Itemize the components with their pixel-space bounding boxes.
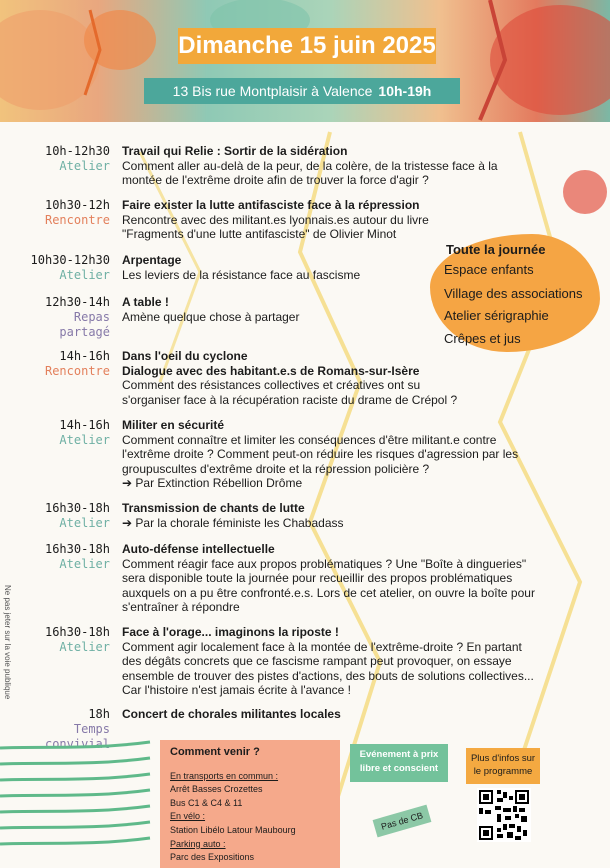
all-day-item: Village des associations (444, 286, 583, 301)
parking-line: Parc des Expositions (170, 852, 255, 863)
transit-line: Arrêt Basses Crozettes (170, 784, 263, 795)
time-label: 16h30-18h (44, 501, 110, 515)
session-content (122, 295, 567, 324)
event-address (144, 78, 460, 104)
time-label: 16h30-18h (44, 625, 110, 639)
session-content (122, 707, 567, 722)
more-info-line: Plus d'infos sur (470, 753, 536, 764)
session-content (122, 501, 567, 530)
category-label: Atelier (59, 557, 110, 571)
session-description-line: Car l'histoire n'est jamais écrite à l'avance ! (122, 683, 351, 698)
event-date: Dimanche 15 juin 2025 (178, 28, 436, 64)
session-description-line: Rencontre avec des militant.es lyonnais.es autour du livre (122, 212, 429, 227)
side-note: Ne pas jeter sur la voie publique (3, 585, 12, 700)
session-description-line: Comment agir localement face à la montée de l'extrême-droite ? En partant (122, 639, 522, 654)
session-content (122, 144, 567, 188)
all-day-item: Crêpes et jus (444, 331, 521, 346)
session-content (122, 349, 567, 407)
session-title: Militer en sécurité (122, 418, 225, 432)
session-description-line: ensemble de trouver des pistes d'actions, des bouts de solutions collectives... (122, 668, 534, 683)
session-description-line: sera disponible toute la journée pour recueillir des propos problématiques (122, 571, 513, 586)
session-title: Transmission de chants de lutte (122, 501, 305, 515)
directions-box (160, 740, 340, 868)
time-label: 16h30-18h (44, 542, 110, 556)
time-block (30, 501, 110, 531)
all-day-item: Espace enfants (444, 262, 534, 277)
time-block (30, 542, 110, 572)
session-description-line: Amène quelque chose à partager (122, 309, 300, 324)
session-content (122, 625, 567, 698)
session-description-line: l'extrême droite ? Comment peut-on réduire les risques d'agression par les (122, 447, 519, 462)
session-description-line: "Fragments d'une lutte antifasciste" de Olivier Minot (122, 227, 397, 242)
session-title: Arpentage (122, 253, 182, 267)
all-day-item: Atelier sérigraphie (444, 308, 549, 323)
event-hours: 10h-19h (378, 83, 432, 99)
transit-label: En transports en commun : (170, 770, 279, 781)
session-title: Dans l'oeil du cyclone (122, 349, 248, 363)
session-description-line: Comment aller au-delà de la peur, de la colère, de la tristesse face à la (122, 158, 498, 173)
category-label: Rencontre (44, 364, 110, 378)
session-description-line: Comment connaître et limiter les conséquences d'être militant.e contre (122, 432, 497, 447)
time-block (30, 295, 110, 340)
category-label: Temps convivial (44, 722, 110, 751)
session-title: Travail qui Relie : Sortir de la sidération (122, 144, 348, 158)
category-label: Rencontre (44, 213, 110, 227)
session-content (122, 253, 567, 282)
time-label: 18h (88, 707, 110, 721)
session-content (122, 198, 567, 242)
time-label: 12h30-14h (44, 295, 110, 309)
category-label: Atelier (59, 640, 110, 654)
bike-line: Station Libélo Latour Maubourg (170, 824, 296, 835)
time-label: 10h30-12h30 (30, 253, 110, 267)
parking-label: Parking auto : (170, 838, 226, 849)
time-block (30, 198, 110, 228)
category-label: Atelier (59, 433, 110, 447)
session-description-line: ➔ Par Extinction Rébellion Drôme (122, 476, 303, 491)
time-block (30, 349, 110, 379)
time-block (30, 625, 110, 655)
session-title: Face à l'orage... imaginons la riposte ! (122, 625, 339, 639)
directions-heading: Comment venir ? (170, 746, 260, 758)
category-label: Repas partagé (59, 310, 110, 339)
time-label: 10h30-12h (44, 198, 110, 212)
time-block (30, 253, 110, 283)
bike-label: En vélo : (170, 811, 206, 822)
session-description-line: Comment réagir face aux propos problématiques ? Une "Boîte à dingueries" (122, 556, 527, 571)
category-label: Atelier (59, 268, 110, 282)
time-label: 10h-12h30 (44, 144, 110, 158)
price-box (350, 744, 448, 782)
more-info-box (466, 748, 540, 784)
time-block (30, 144, 110, 174)
qr-code[interactable] (477, 788, 531, 842)
all-day-box (430, 234, 600, 352)
time-label: 14h-16h (59, 349, 110, 363)
session-description-line: montée de l'extrême droite afin de trouver la force d'agir ? (122, 173, 429, 188)
session-description-line: groupuscultes d'extrême droite et la répression policière ? (122, 461, 430, 476)
header-banner (0, 0, 610, 122)
session-description-line: Les leviers de la résistance face au fascisme (122, 267, 361, 282)
price-line: Evénement à prix (359, 749, 439, 760)
session-content (122, 542, 567, 615)
session-title: Concert de chorales militantes locales (122, 707, 341, 721)
session-description-line: ➔ Par la chorale féministe les Chabadass (122, 515, 344, 530)
session-content (122, 418, 567, 491)
session-description-line: s'entraîner à répondre (122, 600, 240, 615)
session-description-line: s'organiser face à la récupération raciste du drame de Crépol ? (122, 392, 458, 407)
no-card-badge: Pas de CB (373, 805, 432, 838)
address-text: 13 Bis rue Montplaisir à Valence (172, 83, 373, 99)
transit-line: Bus C1 & C4 & 11 (170, 797, 243, 808)
time-block (30, 418, 110, 448)
category-label: Atelier (59, 516, 110, 530)
session-title: Faire exister la lutte antifasciste face à la répression (122, 198, 420, 212)
session-description-line: des dégâts concrets que ce fascisme rampant peut provoquer, on essaye (122, 654, 512, 669)
price-line: libre et conscient (359, 763, 439, 774)
session-description-line: auxquels on a pu être confronté.e.s. Lors de cet atelier, on ouvre la boîte pour (122, 585, 535, 600)
session-title: A table ! (122, 295, 169, 309)
session-description-line: Comment des résistances collectives et créatives ont su (122, 378, 421, 393)
category-label: Atelier (59, 159, 110, 173)
time-label: 14h-16h (59, 418, 110, 432)
session-subtitle: Dialogue avec des habitant.e.s de Romans-sur-Isère (122, 363, 420, 378)
green-stripes-art (0, 736, 160, 868)
session-title: Auto-défense intellectuelle (122, 542, 275, 556)
more-info-line: le programme (473, 766, 533, 777)
all-day-heading: Toute la journée (446, 242, 546, 257)
